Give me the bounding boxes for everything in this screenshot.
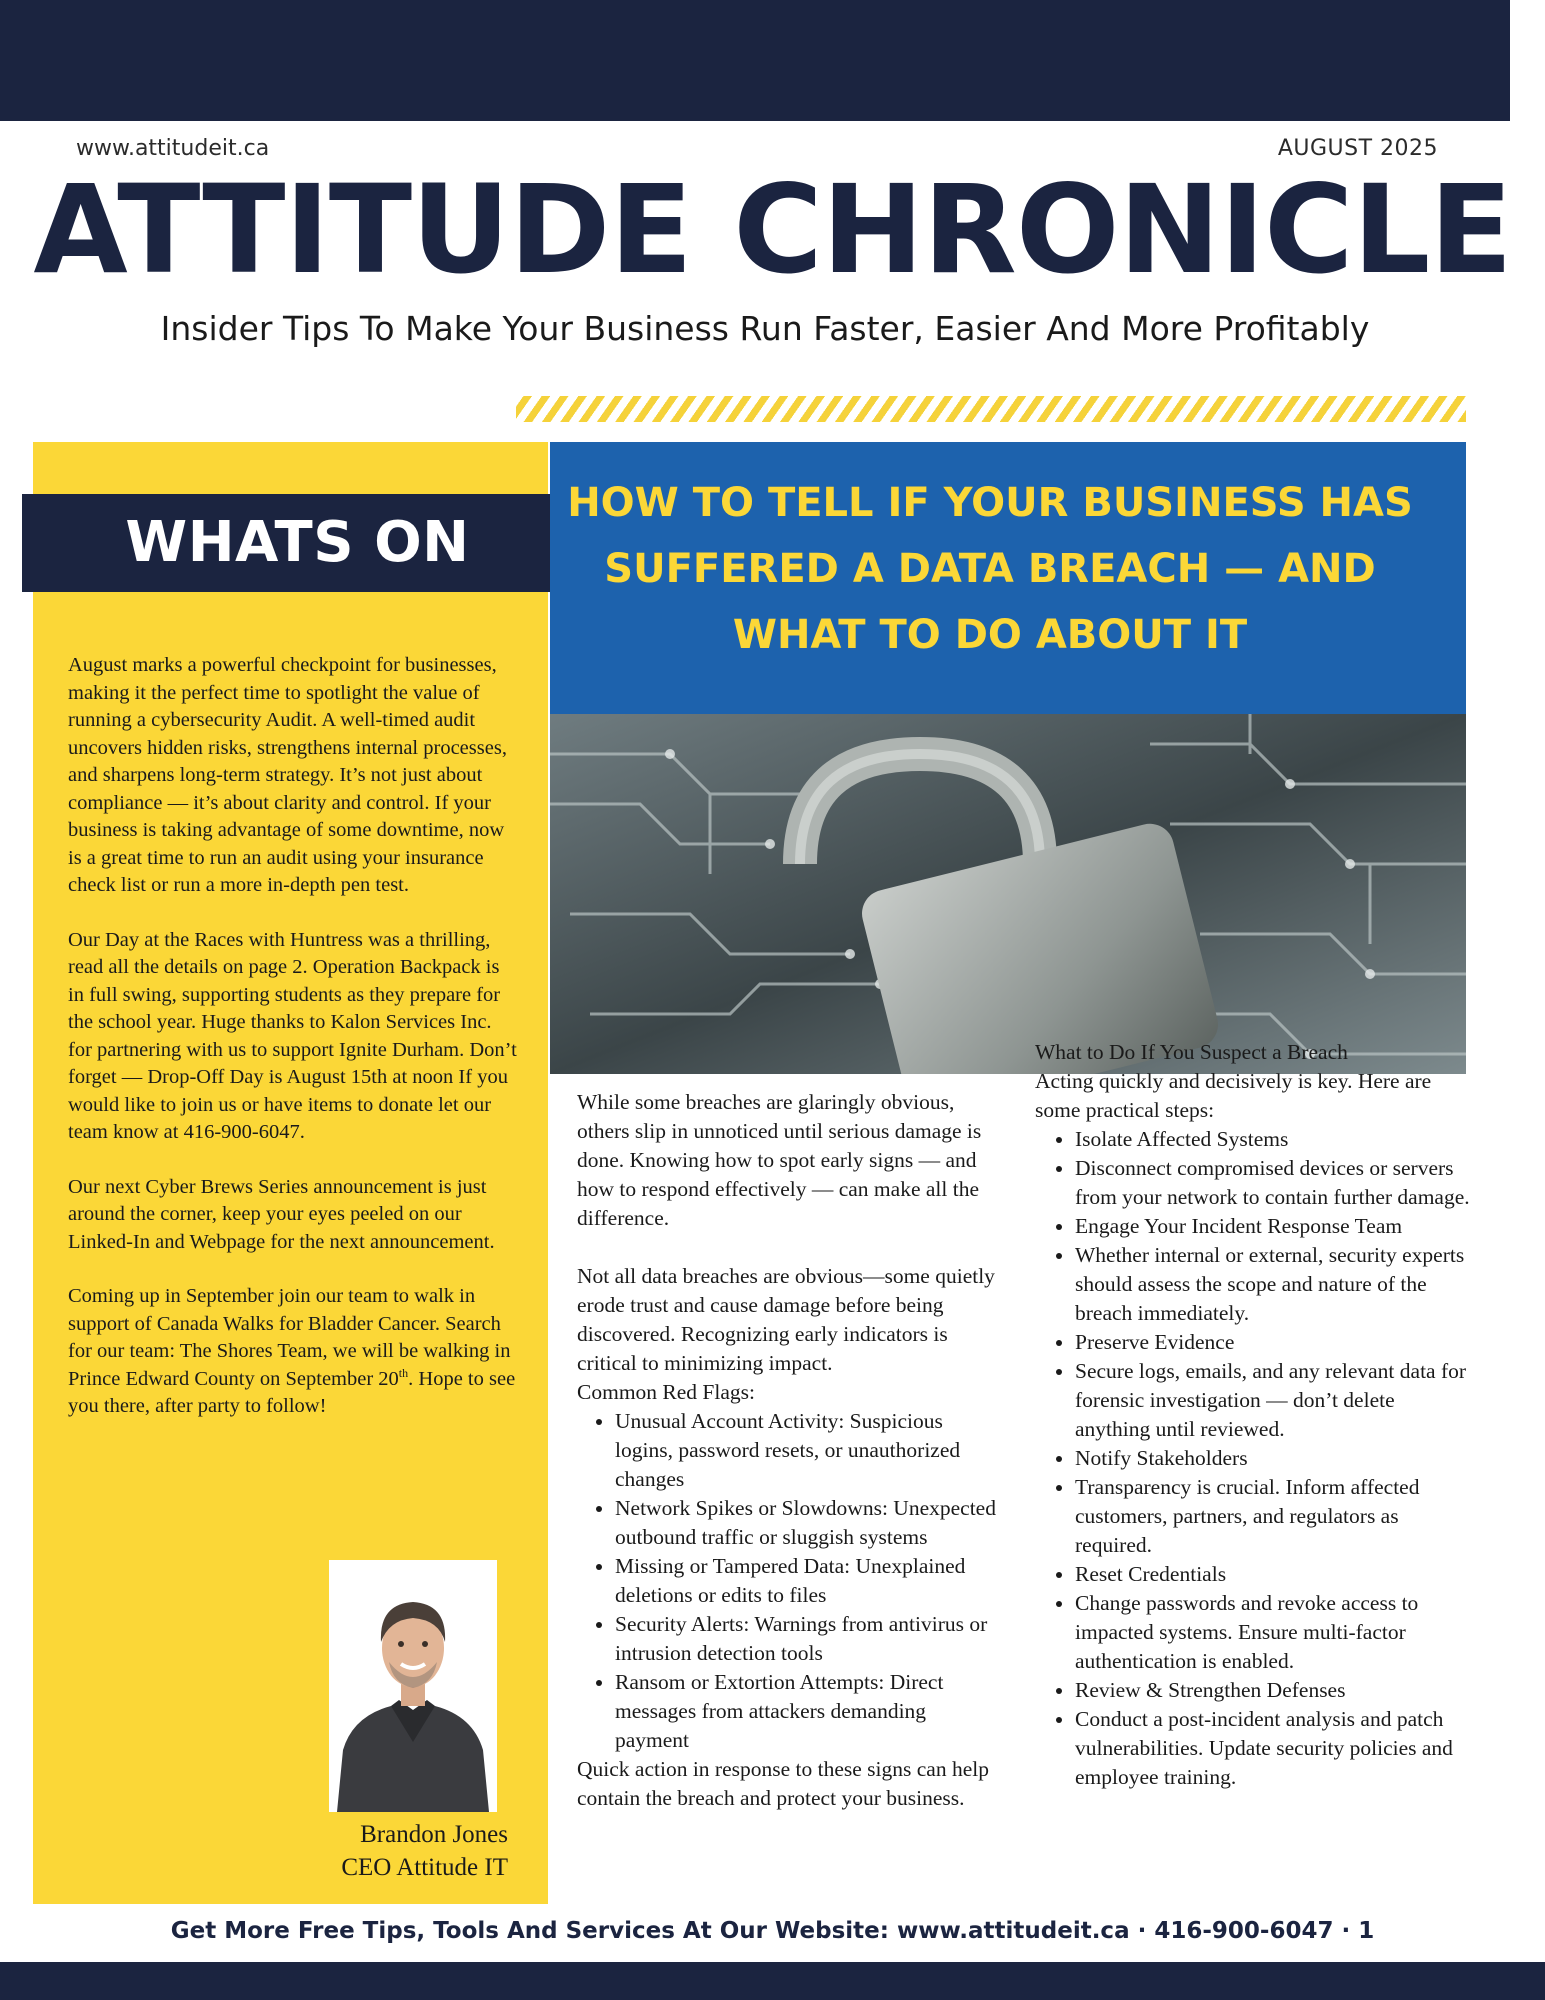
- red-flags-list: [577, 1407, 997, 1755]
- whats-on-text: [68, 652, 518, 1448]
- header-website: www.attitudeit.ca: [76, 136, 270, 161]
- steps-list: [1035, 1125, 1475, 1792]
- masthead-tagline: Insider Tips To Make Your Business Run Faster, Easier And More Profitably: [160, 309, 1370, 348]
- issue-date: AUGUST 2025: [1277, 136, 1438, 161]
- person-illustration: [329, 1560, 497, 1812]
- article-closing: Quick action in response to these signs can help contain the breach and protect your business.: [577, 1757, 989, 1810]
- hatch-divider: [516, 396, 1466, 422]
- list-item: • Whether internal or external, security experts should assess the scope and nature of the breach immediately.: [1075, 1241, 1475, 1328]
- article-column-left: [577, 1088, 997, 1813]
- list-item: • Missing or Tampered Data: Unexplained deletions or edits to files: [615, 1552, 997, 1610]
- list-item: • Network Spikes or Slowdowns: Unexpected outbound traffic or sluggish systems: [615, 1494, 997, 1552]
- padlock-circuit-illustration: [550, 714, 1466, 1074]
- whats-on-paragraph: Our next Cyber Brews Series announcement is just around the corner, keep your eyes peeled on our Linked-In and Webpage for the next announcement.: [68, 1175, 495, 1253]
- list-item: • Engage Your Incident Response Team: [1075, 1212, 1475, 1241]
- list-item: • Disconnect compromised devices or servers from your network to contain further damage.: [1075, 1154, 1475, 1212]
- whats-on-paragraph: August marks a powerful checkpoint for businesses, making it the perfect time to spotlight the value of running a cybersecurity Audit. A well-timed audit uncovers hidden risks, strengthens internal processes, and sharpens long-term strategy. It’s not just about compliance — it’s about clarity and control. If your business is taking advantage of some downtime, now is a great time to run an audit using your insurance check list or run a more in-depth pen test.: [68, 654, 507, 896]
- steps-intro: Acting quickly and decisively is key. Here are some practical steps:: [1035, 1069, 1432, 1122]
- whats-on-paragraph: [68, 1283, 518, 1421]
- list-item: • Change passwords and revoke access to impacted systems. Ensure multi-factor authentication is enabled.: [1075, 1589, 1475, 1676]
- list-item: • Preserve Evidence: [1075, 1328, 1475, 1357]
- ordinal-suffix: th: [398, 1365, 409, 1380]
- list-item: • Secure logs, emails, and any relevant data for forensic investigation — don’t delete anything until reviewed.: [1075, 1357, 1475, 1444]
- top-banner: [0, 0, 1510, 121]
- signature-name: Brandon Jones: [360, 1821, 508, 1848]
- steps-heading: What to Do If You Suspect a Breach: [1035, 1040, 1348, 1064]
- article-paragraph: Not all data breaches are obvious—some quietly erode trust and cause damage before being discovered. Recognizing early indicators is critical to minimizing impact.: [577, 1264, 995, 1375]
- list-item: • Security Alerts: Warnings from antivirus or intrusion detection tools: [615, 1610, 997, 1668]
- paragraph-text: . Hope to see you there, after party to follow!: [68, 1367, 516, 1417]
- signature-title: CEO Attitude IT: [341, 1854, 508, 1881]
- red-flags-heading: Common Red Flags:: [577, 1380, 755, 1404]
- bottom-banner: [0, 1962, 1545, 2000]
- list-item: • Unusual Account Activity: Suspicious logins, password resets, or unauthorized changes: [615, 1407, 997, 1494]
- ceo-portrait: [329, 1560, 497, 1812]
- signature: [280, 1818, 508, 1884]
- article-column-right: [1035, 1038, 1475, 1792]
- list-item: • Conduct a post-incident analysis and patch vulnerabilities. Update security policies and employee training.: [1075, 1705, 1475, 1792]
- footer-text: Get More Free Tips, Tools And Services At Our Website: www.attitudeit.ca · 416-900-6047 · 1: [170, 1918, 1375, 1944]
- list-item: • Review & Strengthen Defenses: [1075, 1676, 1475, 1705]
- list-item: • Notify Stakeholders: [1075, 1444, 1475, 1473]
- article-headline: HOW TO TELL IF YOUR BUSINESS HAS SUFFERED A DATA BREACH — AND WHAT TO DO ABOUT IT: [567, 480, 1413, 658]
- list-item: • Isolate Affected Systems: [1075, 1125, 1475, 1154]
- article-intro: While some breaches are glaringly obvious, others slip in unnoticed until serious damage is done. Knowing how to spot early signs — and how to respond effectively — can make all the difference.: [577, 1090, 982, 1230]
- paragraph-gap: [577, 1233, 997, 1262]
- whats-on-paragraph: Our Day at the Races with Huntress was a thrilling, read all the details on page 2. Operation Backpack is in full swing, supporting students as they prepare for the school year. Huge thanks to Kalon Services Inc. for partnering with us to support Ignite Durham. Don’t forget — Drop-Off Day is August 15th at noon If you would like to join us or have items to donate let our team know at 416-900-6047.: [68, 928, 517, 1143]
- list-item: • Reset Credentials: [1075, 1560, 1475, 1589]
- list-item: • Transparency is crucial. Inform affected customers, partners, and regulators as required.: [1075, 1473, 1475, 1560]
- masthead-title: ATTITUDE CHRONICLE: [33, 159, 1512, 301]
- whats-on-heading: WHATS ON: [22, 494, 573, 592]
- hero-image: [550, 714, 1466, 1074]
- paragraph-text: Coming up in September join our team to walk in support of Canada Walks for Bladder Cancer. Search for our team: The Shores Team, we will be walking in Prince Edward County on September 20: [68, 1285, 511, 1390]
- list-item: • Ransom or Extortion Attempts: Direct messages from attackers demanding payment: [615, 1668, 997, 1755]
